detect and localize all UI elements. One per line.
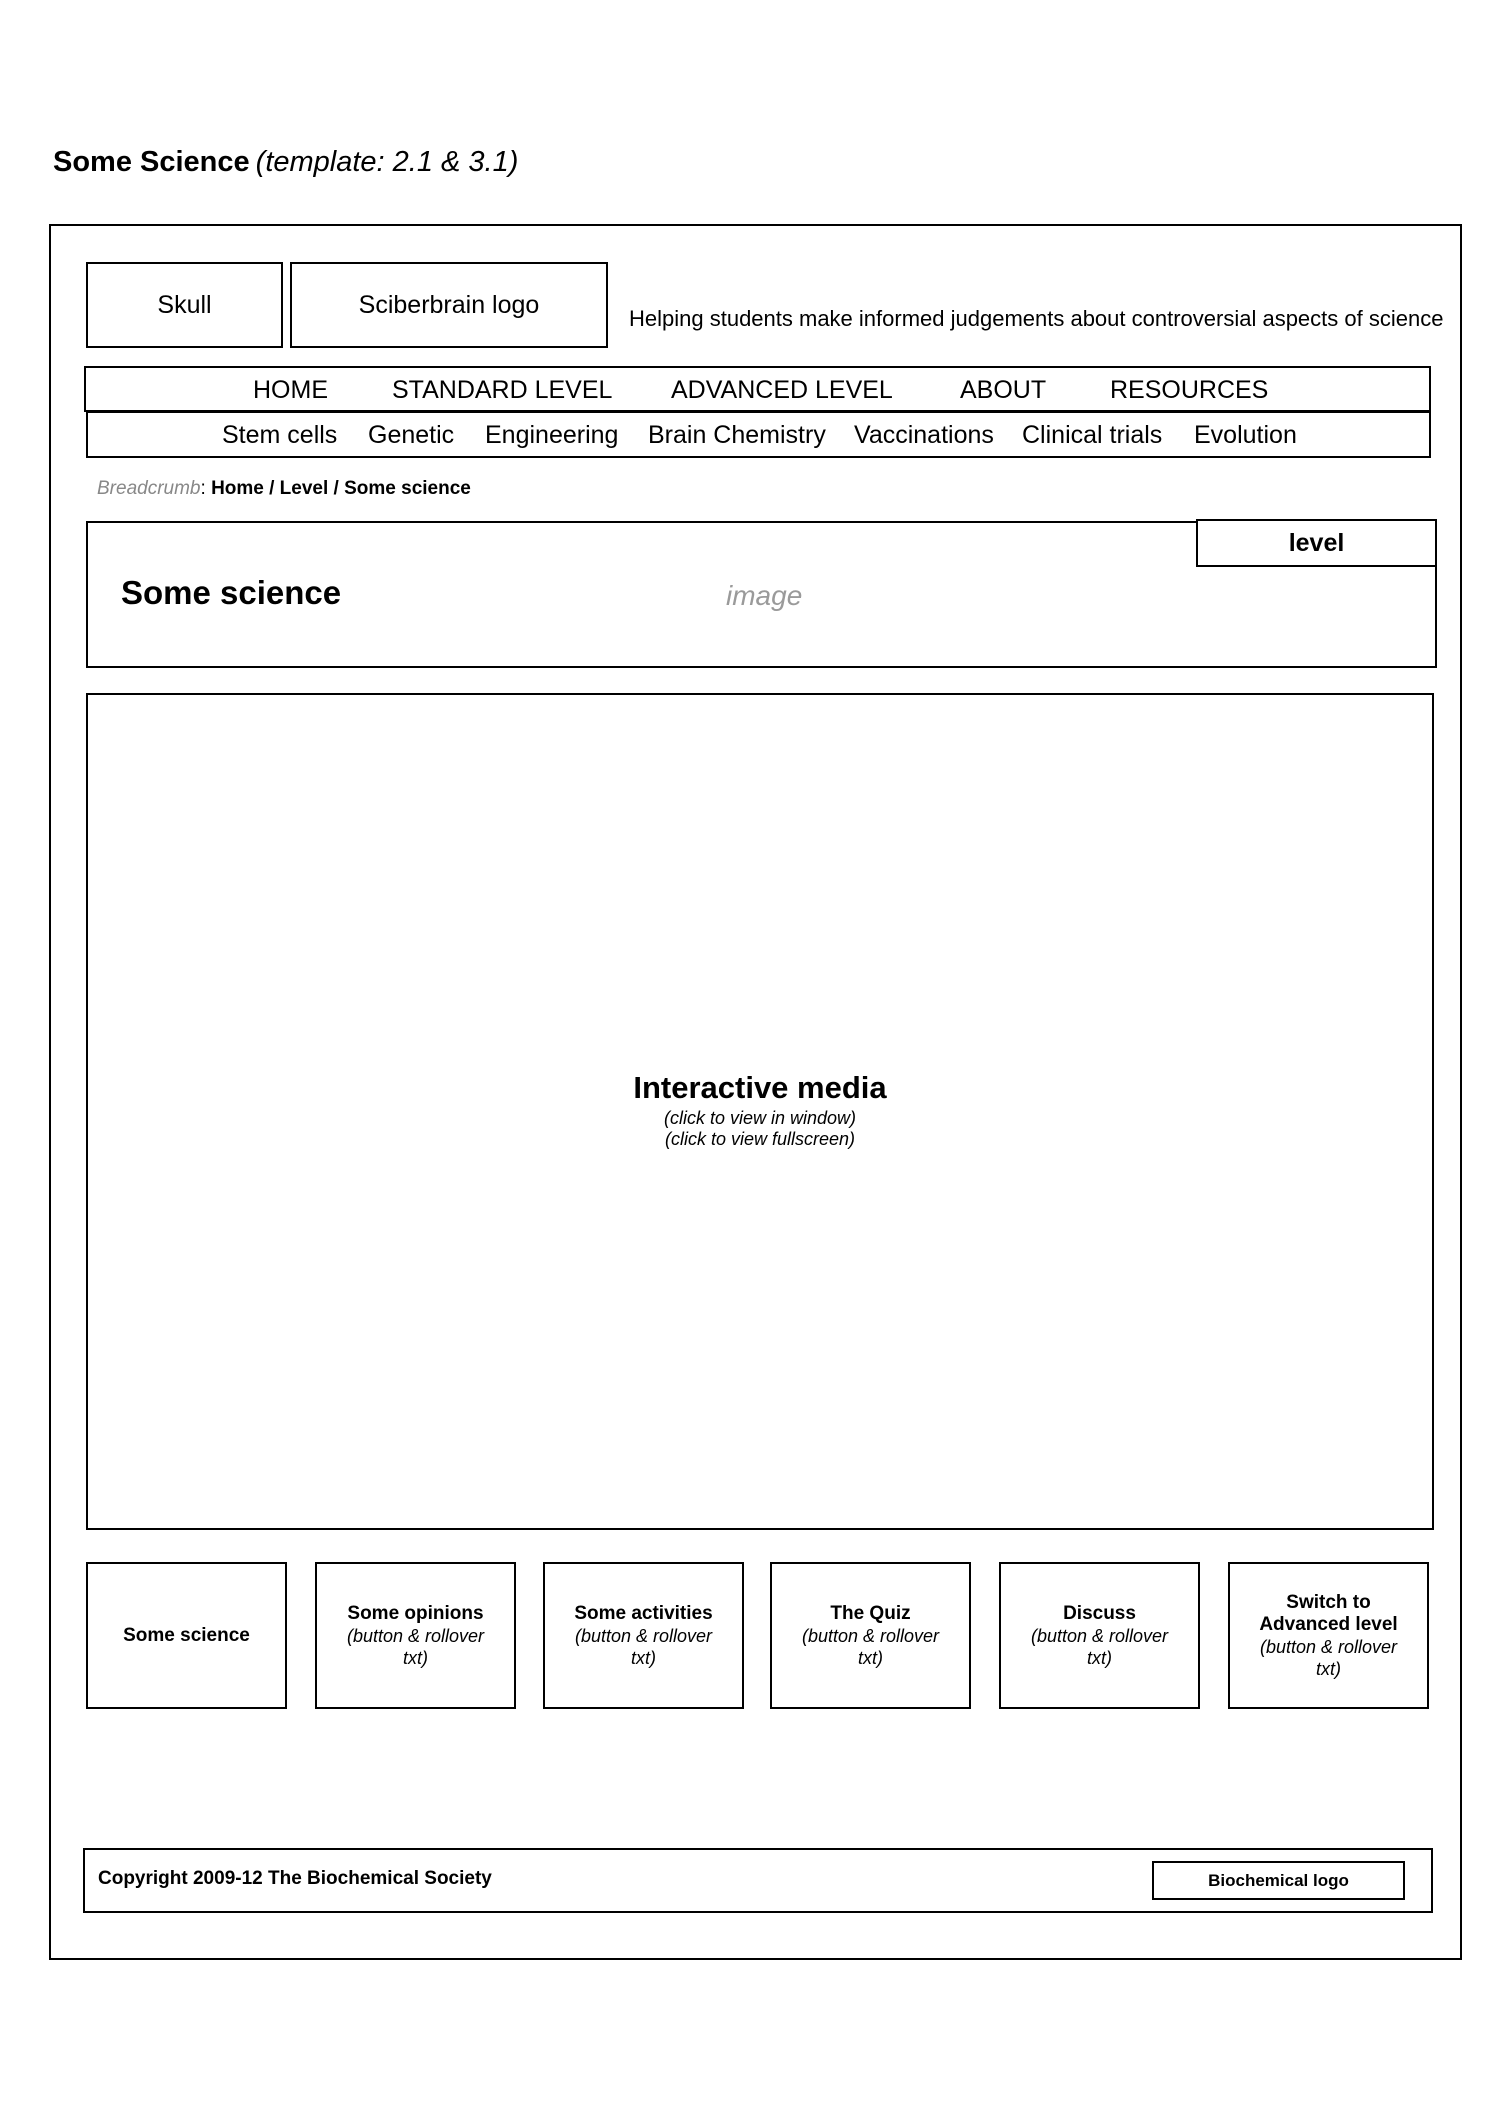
skull-image	[86, 262, 283, 348]
nav-advanced-level[interactable]: ADVANCED LEVEL	[671, 376, 893, 404]
discuss-button[interactable]	[999, 1562, 1200, 1709]
tagline: Helping students make informed judgements about controversial aspects of science	[629, 306, 1444, 331]
level-label: level	[1288, 528, 1345, 557]
some-opinions-button[interactable]	[315, 1562, 516, 1709]
button-subtitle: (button & rollover txt)	[346, 1625, 485, 1668]
skull-label: Skull	[157, 290, 212, 319]
button-title: The Quiz	[830, 1602, 911, 1624]
button-title: Some activities	[574, 1602, 713, 1624]
interactive-media-title: Interactive media	[633, 1070, 887, 1105]
some-science-button[interactable]	[86, 1562, 287, 1709]
button-title: Discuss	[1063, 1602, 1136, 1624]
topic-engineering[interactable]: Engineering	[485, 421, 619, 449]
button-title: Some opinions	[347, 1602, 484, 1624]
view-fullscreen-link[interactable]: (click to view fullscreen)	[664, 1129, 856, 1149]
nav-resources[interactable]: RESOURCES	[1110, 376, 1269, 404]
biochemical-logo[interactable]	[1152, 1861, 1405, 1900]
topic-genetic[interactable]: Genetic	[368, 421, 455, 449]
nav-about[interactable]: ABOUT	[960, 376, 1047, 404]
sciberbrain-logo[interactable]	[290, 262, 608, 348]
document-subtitle: (template: 2.1 & 3.1)	[255, 146, 519, 178]
document-title-text: Some Science	[53, 146, 250, 178]
breadcrumb-colon: :	[200, 478, 212, 499]
main-nav	[84, 366, 1431, 412]
logo-label: Sciberbrain logo	[358, 290, 540, 319]
button-title: Some science	[123, 1624, 250, 1646]
the-quiz-button[interactable]	[770, 1562, 971, 1709]
topic-clinical-trials[interactable]: Clinical trials	[1022, 421, 1163, 449]
button-subtitle: (button & rollover txt)	[801, 1625, 940, 1668]
banner-image-placeholder: image	[726, 580, 803, 611]
button-title: Switch to Advanced level	[1259, 1591, 1398, 1635]
page-title: Some science	[121, 574, 342, 611]
level-badge	[1196, 519, 1437, 567]
nav-home[interactable]: HOME	[253, 376, 328, 404]
view-in-window-link[interactable]: (click to view in window)	[663, 1108, 857, 1128]
copyright-text: Copyright 2009-12 The Biochemical Society	[98, 1868, 492, 1889]
topic-stem-cells[interactable]: Stem cells	[222, 421, 338, 449]
topic-vaccinations[interactable]: Vaccinations	[854, 421, 994, 449]
button-subtitle: (button & rollover txt)	[574, 1625, 713, 1668]
switch-advanced-level-button[interactable]	[1228, 1562, 1429, 1709]
some-activities-button[interactable]	[543, 1562, 744, 1709]
button-subtitle: (button & rollover txt)	[1030, 1625, 1169, 1668]
nav-standard-level[interactable]: STANDARD LEVEL	[392, 376, 613, 404]
topic-evolution[interactable]: Evolution	[1194, 421, 1297, 449]
document-title	[53, 146, 518, 179]
biochemical-logo-label: Biochemical logo	[1208, 1870, 1349, 1890]
button-subtitle: (button & rollover txt)	[1259, 1636, 1398, 1679]
topic-nav	[86, 411, 1431, 458]
topic-brain-chemistry[interactable]: Brain Chemistry	[648, 421, 826, 449]
breadcrumb	[97, 478, 471, 500]
breadcrumb-path[interactable]: Home / Level / Some science	[211, 478, 471, 499]
breadcrumb-label: Breadcrumb	[97, 478, 201, 499]
